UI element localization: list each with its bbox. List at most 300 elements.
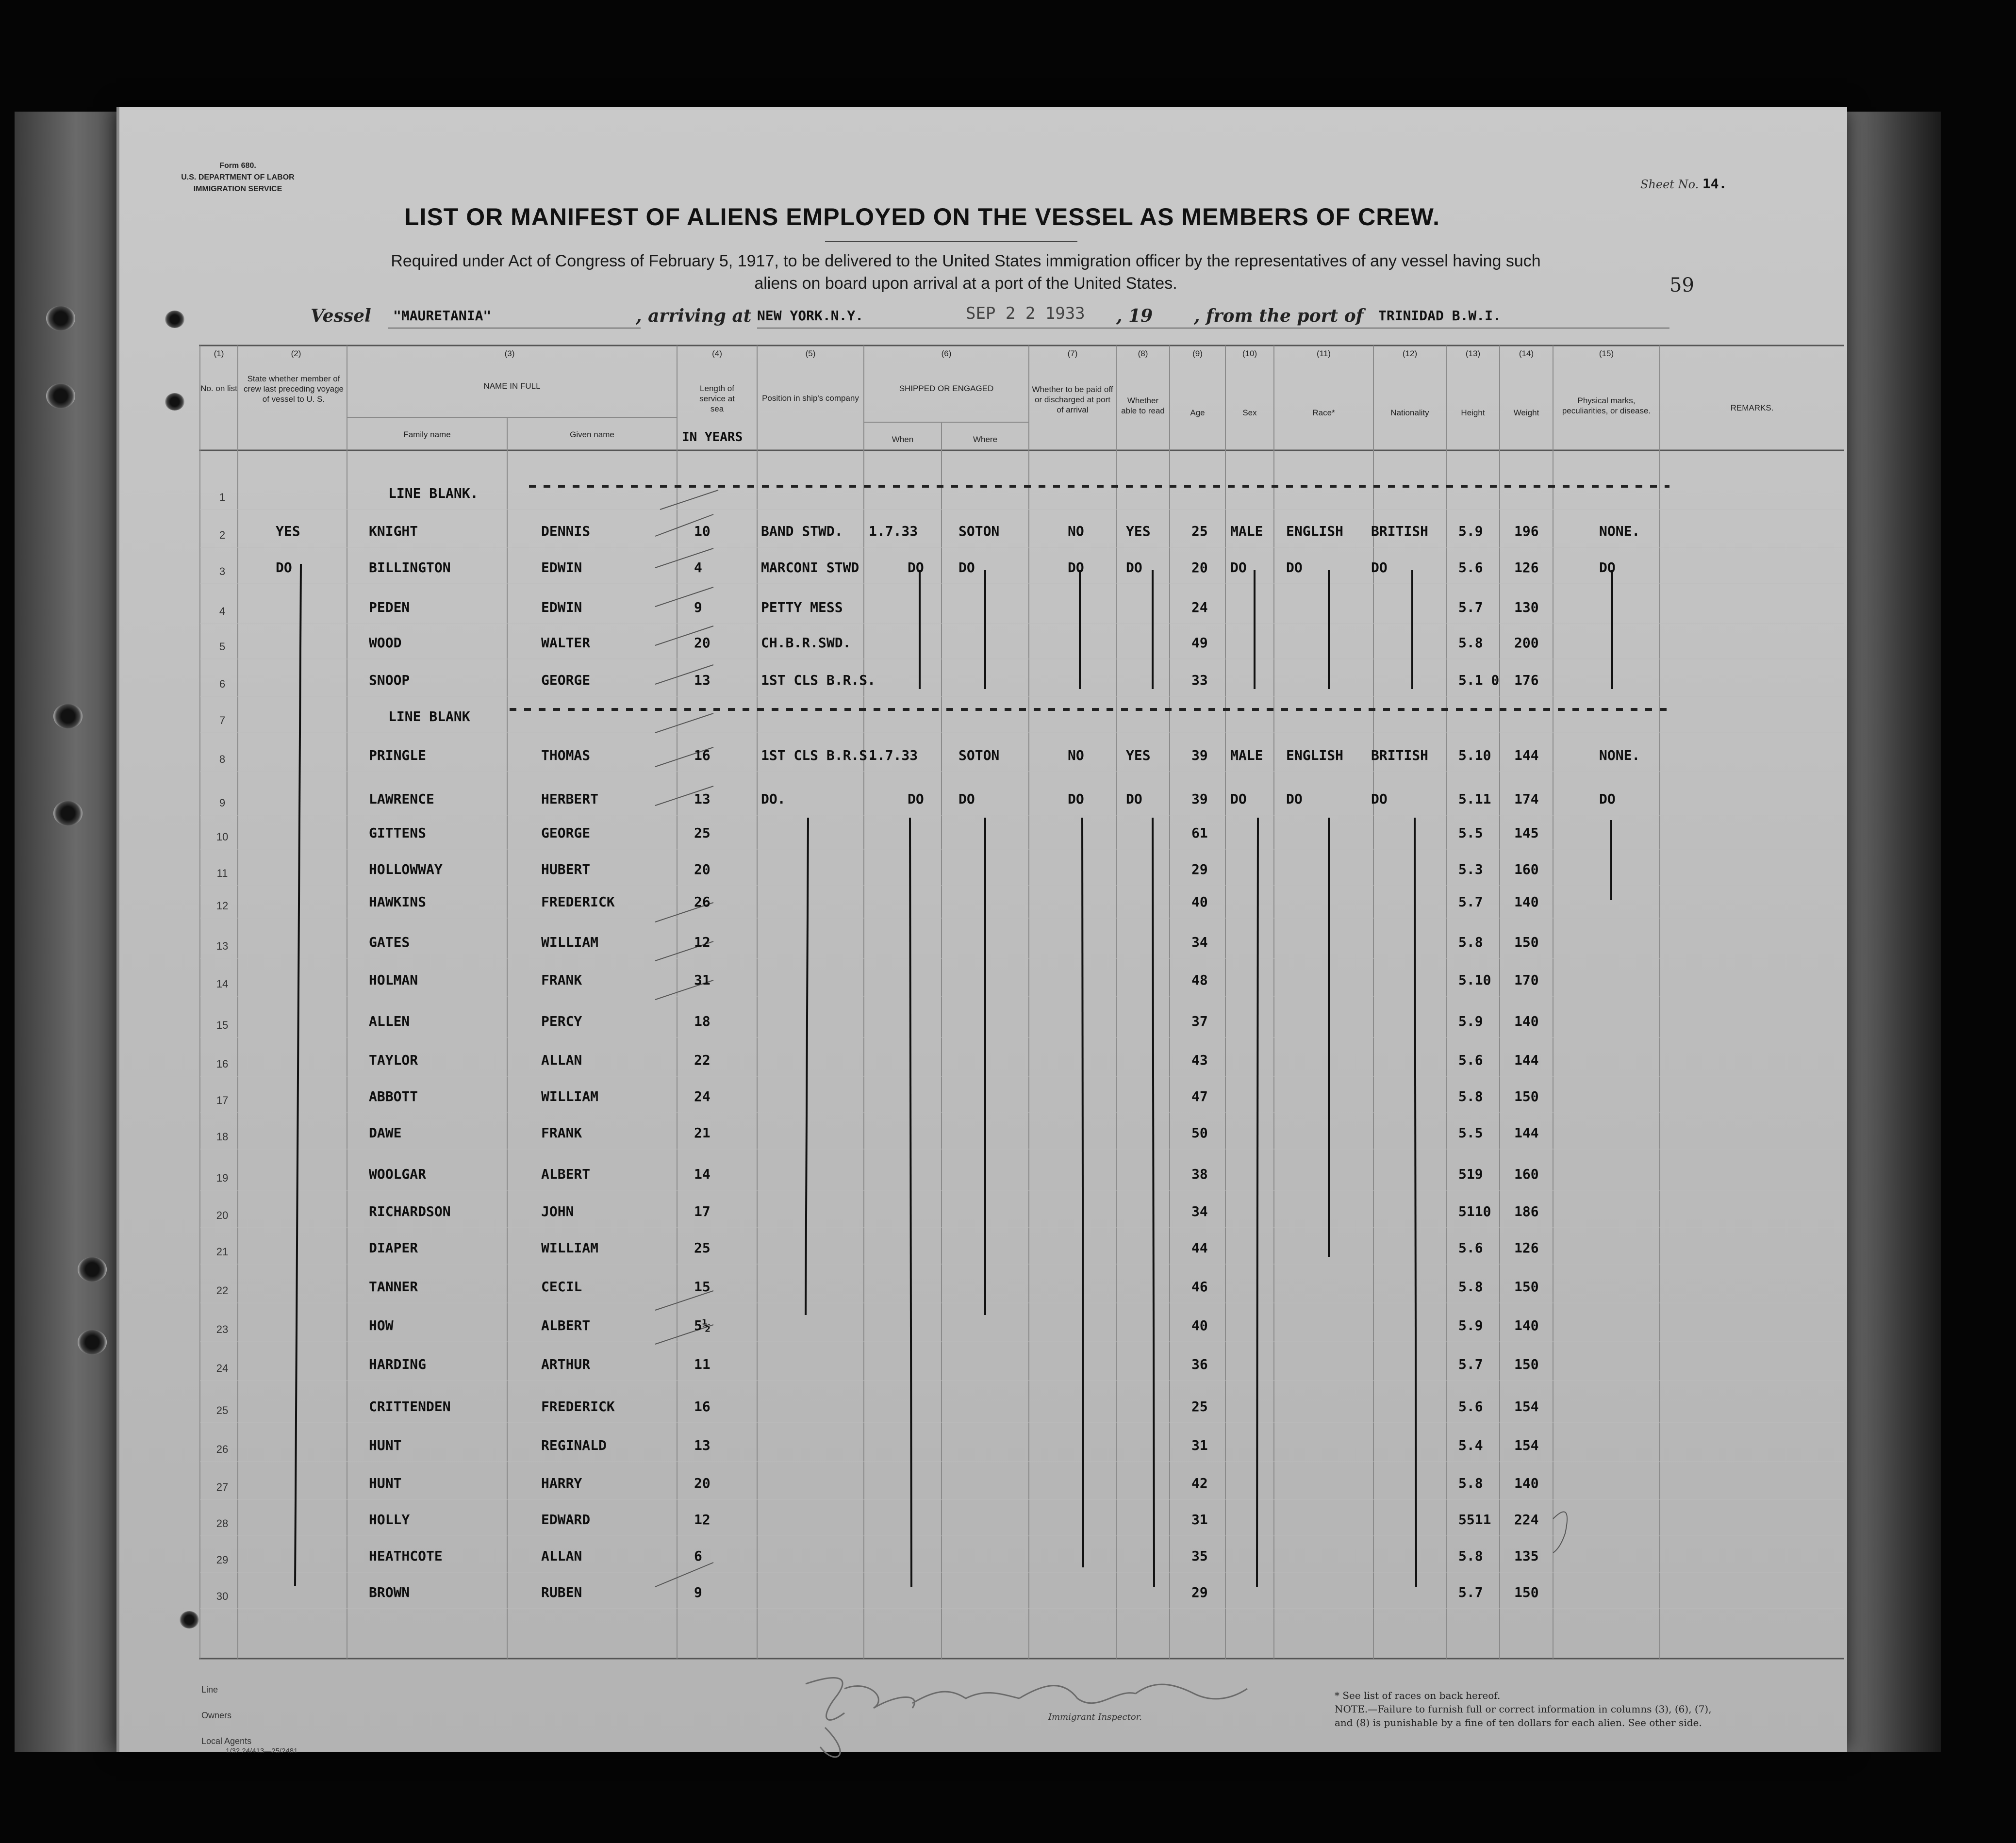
age-cell: 48 xyxy=(1191,972,1208,988)
weight-cell: 160 xyxy=(1514,1166,1539,1182)
family-name-cell: HOLMAN xyxy=(369,972,418,988)
position-cell: BAND STWD. xyxy=(761,523,843,539)
length-service-cell: 20 xyxy=(694,1475,711,1491)
sex-cell: MALE xyxy=(1230,523,1263,539)
row-number: 23 xyxy=(216,1323,229,1335)
age-cell: 40 xyxy=(1191,1317,1208,1333)
height-cell: 5.8 xyxy=(1458,635,1483,651)
given-name-cell: PERCY xyxy=(541,1013,582,1029)
weight-cell: 176 xyxy=(1514,672,1539,688)
inspector-label: Immigrant Inspector. xyxy=(1048,1712,1142,1722)
age-cell: 36 xyxy=(1191,1356,1208,1372)
family-name-cell: DAWE xyxy=(369,1125,402,1141)
family-name-cell: LINE BLANK. xyxy=(388,485,479,501)
length-service-cell: 16 xyxy=(694,747,711,763)
weight-cell: 170 xyxy=(1514,972,1539,988)
given-name-cell: EDWIN xyxy=(541,559,582,576)
row-number: 6 xyxy=(219,678,226,690)
row-number: 5 xyxy=(219,641,226,653)
row-number: 24 xyxy=(216,1362,229,1374)
age-cell: 39 xyxy=(1191,747,1208,763)
col4-number: (4) xyxy=(712,349,722,358)
weight-cell: 224 xyxy=(1514,1512,1539,1528)
given-name-cell: FREDERICK xyxy=(541,894,615,910)
shipped-when-cell: 1.7.33 xyxy=(869,747,918,763)
family-name-cell: HOLLY xyxy=(369,1512,410,1528)
header-in-years: IN YEARS xyxy=(682,430,743,444)
col3-number: (3) xyxy=(504,349,515,358)
age-cell: 20 xyxy=(1191,559,1208,576)
height-cell: 5.6 xyxy=(1458,1052,1483,1068)
physical-marks-cell: NONE. xyxy=(1599,747,1640,763)
weight-cell: 196 xyxy=(1514,523,1539,539)
height-cell: 5.9 xyxy=(1458,523,1483,539)
age-cell: 50 xyxy=(1191,1125,1208,1141)
family-name-cell: CRITTENDEN xyxy=(369,1399,451,1415)
row-number: 14 xyxy=(216,978,229,990)
weight-cell: 160 xyxy=(1514,861,1539,877)
length-service-cell: 9 xyxy=(694,599,702,615)
weight-cell: 145 xyxy=(1514,825,1539,841)
header-paid-off: Whether to be paid off or discharged at port of arrival xyxy=(1032,385,1113,414)
col12-number: (12) xyxy=(1402,349,1418,358)
length-service-cell: 22 xyxy=(694,1052,711,1068)
weight-cell: 150 xyxy=(1514,1279,1539,1295)
shipped-where-cell: DO xyxy=(958,791,975,807)
paid-off-cell: NO xyxy=(1068,747,1084,763)
length-service-cell: 13 xyxy=(694,672,711,688)
sheet-number-label: Sheet No. xyxy=(1640,178,1699,191)
header-age: Age xyxy=(1190,408,1205,417)
weight-cell: 150 xyxy=(1514,1088,1539,1104)
paid-off-cell: NO xyxy=(1068,523,1084,539)
page-subtitle xyxy=(272,250,1660,295)
row-number: 15 xyxy=(216,1019,229,1031)
weight-cell: 126 xyxy=(1514,1240,1539,1256)
crew-voyage-cell: DO xyxy=(276,559,292,576)
header-family-name: Family name xyxy=(403,430,451,439)
col9-number: (9) xyxy=(1192,349,1203,358)
binder-hole xyxy=(78,1257,107,1282)
punch-hole xyxy=(165,311,184,328)
given-name-cell: DENNIS xyxy=(541,523,591,539)
col5-number: (5) xyxy=(805,349,816,358)
given-name-cell: ALBERT xyxy=(541,1166,591,1182)
length-service-cell: 9 xyxy=(694,1584,702,1600)
race-cell: ENGLISH xyxy=(1286,523,1344,539)
age-cell: 34 xyxy=(1191,1203,1208,1219)
family-name-cell: SNOOP xyxy=(369,672,410,688)
able-read-cell: DO xyxy=(1126,791,1142,807)
length-service-cell: 4 xyxy=(694,559,702,576)
age-cell: 42 xyxy=(1191,1475,1208,1491)
weight-cell: 200 xyxy=(1514,635,1539,651)
row-number: 4 xyxy=(219,605,226,617)
col14-number: (14) xyxy=(1519,349,1534,358)
row-number: 16 xyxy=(216,1058,229,1070)
header-when: When xyxy=(892,435,914,444)
age-cell: 44 xyxy=(1191,1240,1208,1256)
height-cell: 5511 xyxy=(1458,1512,1491,1528)
height-cell: 519 xyxy=(1458,1166,1483,1182)
length-service-cell: 10 xyxy=(694,523,711,539)
row-number: 27 xyxy=(216,1481,229,1493)
row-number: 12 xyxy=(216,900,229,912)
length-service-cell: 31 xyxy=(694,972,711,988)
age-cell: 47 xyxy=(1191,1088,1208,1104)
length-service-cell: 16 xyxy=(694,1399,711,1415)
length-service-cell: 12 xyxy=(694,1512,711,1528)
given-name-cell: ALBERT xyxy=(541,1317,591,1333)
header-sex: Sex xyxy=(1242,408,1257,417)
binder-hole xyxy=(53,704,83,729)
length-service-cell: 24 xyxy=(694,1088,711,1104)
given-name-cell: RUBEN xyxy=(541,1584,582,1600)
family-name-cell: TAYLOR xyxy=(369,1052,418,1068)
age-cell: 39 xyxy=(1191,791,1208,807)
weight-cell: 150 xyxy=(1514,934,1539,950)
length-service-cell: 5½ xyxy=(694,1317,711,1333)
given-name-cell: ALLAN xyxy=(541,1548,582,1564)
header-race: Race* xyxy=(1312,408,1335,417)
height-cell: 5.8 xyxy=(1458,1475,1483,1491)
length-service-cell: 26 xyxy=(694,894,711,910)
given-name-cell: EDWIN xyxy=(541,599,582,615)
given-name-cell: ALLAN xyxy=(541,1052,582,1068)
able-read-cell: YES xyxy=(1126,523,1151,539)
given-name-cell: JOHN xyxy=(541,1203,574,1219)
row-number: 29 xyxy=(216,1554,229,1566)
shipped-when-cell: DO xyxy=(908,791,924,807)
length-service-cell: 21 xyxy=(694,1125,711,1141)
row-number: 10 xyxy=(216,831,229,843)
given-name-cell: HUBERT xyxy=(541,861,591,877)
physical-marks-cell: NONE. xyxy=(1599,523,1640,539)
row-number: 17 xyxy=(216,1094,229,1106)
age-cell: 38 xyxy=(1191,1166,1208,1182)
port-underline xyxy=(1378,328,1669,329)
row-number: 7 xyxy=(219,714,226,726)
height-cell: 5.8 xyxy=(1458,1279,1483,1295)
family-name-cell: TANNER xyxy=(369,1279,418,1295)
given-name-cell: REGINALD xyxy=(541,1437,607,1453)
length-service-cell: 13 xyxy=(694,1437,711,1453)
height-cell: 5.6 xyxy=(1458,559,1483,576)
row-number: 3 xyxy=(219,565,226,577)
length-service-cell: 20 xyxy=(694,861,711,877)
age-cell: 34 xyxy=(1191,934,1208,950)
col11-number: (11) xyxy=(1317,349,1331,358)
height-cell: 5.6 xyxy=(1458,1240,1483,1256)
header-length-service: Length of service at sea xyxy=(699,384,735,413)
row-number: 21 xyxy=(216,1246,229,1258)
col10-number: (10) xyxy=(1242,349,1257,358)
header-no-on-list: No. on list xyxy=(200,384,237,393)
height-cell: 5.3 xyxy=(1458,861,1483,877)
given-name-cell: CECIL xyxy=(541,1279,582,1295)
weight-cell: 144 xyxy=(1514,747,1539,763)
row-number: 1 xyxy=(219,491,226,503)
age-cell: 61 xyxy=(1191,825,1208,841)
given-name-cell: HARRY xyxy=(541,1475,582,1491)
row-number: 26 xyxy=(216,1443,229,1455)
race-cell: DO xyxy=(1286,791,1303,807)
shipped-when-cell: DO xyxy=(908,559,924,576)
age-cell: 40 xyxy=(1191,894,1208,910)
weight-cell: 154 xyxy=(1514,1437,1539,1453)
given-name-cell: EDWARD xyxy=(541,1512,591,1528)
header-given-name: Given name xyxy=(570,430,614,439)
header-able-read: Whether able to read xyxy=(1121,396,1165,415)
subtitle-line-1: Required under Act of Congress of February 5, 1917, to be delivered to the United States immigration officer by the representatives of any vessel having such xyxy=(391,252,1541,270)
age-cell: 31 xyxy=(1191,1512,1208,1528)
position-cell: 1ST CLS B.R.S. xyxy=(761,747,876,763)
nationality-cell: BRITISH xyxy=(1371,747,1429,763)
height-cell: 5.9 xyxy=(1458,1317,1483,1333)
footer-note-races: * See list of races on back hereof. xyxy=(1335,1690,1501,1701)
weight-cell: 144 xyxy=(1514,1052,1539,1068)
family-name-cell: LINE BLANK xyxy=(388,708,470,724)
physical-marks-cell: DO xyxy=(1599,791,1616,807)
weight-cell: 140 xyxy=(1514,894,1539,910)
sex-cell: MALE xyxy=(1230,747,1263,763)
weight-cell: 140 xyxy=(1514,1317,1539,1333)
family-name-cell: HARDING xyxy=(369,1356,427,1372)
weight-cell: 186 xyxy=(1514,1203,1539,1219)
row-number: 18 xyxy=(216,1131,229,1143)
weight-cell: 130 xyxy=(1514,599,1539,615)
age-cell: 31 xyxy=(1191,1437,1208,1453)
age-cell: 35 xyxy=(1191,1548,1208,1564)
age-cell: 46 xyxy=(1191,1279,1208,1295)
arriving-port: NEW YORK.N.Y. xyxy=(757,308,864,324)
weight-cell: 150 xyxy=(1514,1584,1539,1600)
family-name-cell: BROWN xyxy=(369,1584,410,1600)
family-name-cell: RICHARDSON xyxy=(369,1203,451,1219)
given-name-cell: ARTHUR xyxy=(541,1356,591,1372)
height-cell: 5.10 xyxy=(1458,747,1491,763)
weight-cell: 140 xyxy=(1514,1013,1539,1029)
col6-number: (6) xyxy=(941,349,952,358)
page-number: 59 xyxy=(1669,274,1694,296)
sex-cell: DO xyxy=(1230,559,1247,576)
form-number: Form 680. xyxy=(219,162,256,170)
weight-cell: 140 xyxy=(1514,1475,1539,1491)
date-stamp: SEP 2 2 1933 xyxy=(966,304,1085,323)
from-port: TRINIDAD B.W.I. xyxy=(1378,308,1501,324)
header-position: Position in ship's company xyxy=(762,394,859,403)
header-weight: Weight xyxy=(1513,408,1539,417)
length-service-cell: 20 xyxy=(694,635,711,651)
age-cell: 29 xyxy=(1191,861,1208,877)
length-service-cell: 18 xyxy=(694,1013,711,1029)
given-name-cell: WALTER xyxy=(541,635,591,651)
position-cell: DO. xyxy=(761,791,786,807)
header-where: Where xyxy=(973,435,998,444)
age-cell: 43 xyxy=(1191,1052,1208,1068)
page-title: LIST OR MANIFEST OF ALIENS EMPLOYED ON THE VESSEL AS MEMBERS OF CREW. xyxy=(404,203,1440,230)
nationality-cell: DO xyxy=(1371,791,1388,807)
given-name-cell: THOMAS xyxy=(541,747,591,763)
binder-spine xyxy=(15,112,116,1752)
shipped-where-cell: SOTON xyxy=(958,523,1000,539)
given-name-cell: GEORGE xyxy=(541,825,591,841)
weight-cell: 150 xyxy=(1514,1356,1539,1372)
col8-number: (8) xyxy=(1138,349,1148,358)
row-number: 28 xyxy=(216,1517,229,1530)
row-number: 25 xyxy=(216,1404,229,1416)
weight-cell: 154 xyxy=(1514,1399,1539,1415)
height-cell: 5.5 xyxy=(1458,825,1483,841)
row-number: 22 xyxy=(216,1284,229,1297)
height-cell: 5.7 xyxy=(1458,894,1483,910)
age-cell: 49 xyxy=(1191,635,1208,651)
height-cell: 5.8 xyxy=(1458,934,1483,950)
family-name-cell: ABBOTT xyxy=(369,1088,418,1104)
family-name-cell: HAWKINS xyxy=(369,894,427,910)
footer-local-agents-label: Local Agents xyxy=(201,1736,252,1746)
height-cell: 5.8 xyxy=(1458,1088,1483,1104)
height-cell: 5.9 xyxy=(1458,1013,1483,1029)
age-cell: 33 xyxy=(1191,672,1208,688)
family-name-cell: ALLEN xyxy=(369,1013,410,1029)
length-service-cell: 25 xyxy=(694,1240,711,1256)
vessel-label: Vessel xyxy=(311,306,371,326)
row-number: 2 xyxy=(219,529,226,541)
length-service-cell: 25 xyxy=(694,825,711,841)
height-cell: 5.7 xyxy=(1458,599,1483,615)
family-name-cell: DIAPER xyxy=(369,1240,418,1256)
binder-hole xyxy=(78,1330,107,1355)
length-service-cell: 14 xyxy=(694,1166,711,1182)
service-name: IMMIGRATION SERVICE xyxy=(193,185,282,193)
nationality-cell: DO xyxy=(1371,559,1388,576)
footer-print-code: 1/32 24/413—25/2481 xyxy=(226,1747,298,1755)
height-cell: 5.1 0 xyxy=(1458,672,1500,688)
footer-owners-label: Owners xyxy=(201,1711,232,1720)
punch-hole xyxy=(165,393,184,411)
physical-marks-cell: DO xyxy=(1599,559,1616,576)
family-name-cell: GITTENS xyxy=(369,825,427,841)
length-service-cell: 11 xyxy=(694,1356,711,1372)
age-cell: 25 xyxy=(1191,523,1208,539)
family-name-cell: KNIGHT xyxy=(369,523,418,539)
sheet-number xyxy=(1640,176,1727,192)
given-name-cell: WILLIAM xyxy=(541,1240,599,1256)
row-number: 9 xyxy=(219,797,226,809)
vessel-name: "MAURETANIA" xyxy=(393,308,492,324)
family-name-cell: HUNT xyxy=(369,1437,402,1453)
given-name-cell: GEORGE xyxy=(541,672,591,688)
height-cell: 5110 xyxy=(1458,1203,1491,1219)
family-name-cell: HOW xyxy=(369,1317,394,1333)
col1-number: (1) xyxy=(214,349,224,358)
position-cell: PETTY MESS xyxy=(761,599,843,615)
row-number: 13 xyxy=(216,940,229,952)
col15-number: (15) xyxy=(1599,349,1614,358)
weight-cell: 174 xyxy=(1514,791,1539,807)
punch-hole xyxy=(180,1611,199,1629)
family-name-cell: HUNT xyxy=(369,1475,402,1491)
binder-hole xyxy=(46,383,75,409)
year-label: , 19 xyxy=(1116,306,1153,326)
col7-number: (7) xyxy=(1067,349,1078,358)
given-name-cell: FREDERICK xyxy=(541,1399,615,1415)
given-name-cell: HERBERT xyxy=(541,791,599,807)
from-port-label: , from the port of xyxy=(1194,306,1364,326)
age-cell: 37 xyxy=(1191,1013,1208,1029)
family-name-cell: WOOD xyxy=(369,635,402,651)
paid-off-cell: DO xyxy=(1068,791,1084,807)
length-service-cell: 12 xyxy=(694,934,711,950)
header-state-whether: State whether member of crew last preceding voyage of vessel to U. S. xyxy=(243,374,344,404)
length-service-cell: 13 xyxy=(694,791,711,807)
col13-number: (13) xyxy=(1465,349,1481,358)
family-name-cell: HOLLOWWAY xyxy=(369,861,443,877)
shipped-when-cell: 1.7.33 xyxy=(869,523,918,539)
footer-line-label: Line xyxy=(201,1685,218,1695)
height-cell: 5.7 xyxy=(1458,1584,1483,1600)
row-number: 30 xyxy=(216,1590,229,1602)
header-name-in-full: NAME IN FULL xyxy=(483,381,541,391)
shipped-where-cell: DO xyxy=(958,559,975,576)
height-cell: 5.10 xyxy=(1458,972,1491,988)
given-name-cell: FRANK xyxy=(541,1125,582,1141)
able-read-cell: DO xyxy=(1126,559,1142,576)
family-name-cell: PEDEN xyxy=(369,599,410,615)
row-number: 19 xyxy=(216,1172,229,1184)
shipped-where-cell: SOTON xyxy=(958,747,1000,763)
position-cell: CH.B.R.SWD. xyxy=(761,635,851,651)
footer-notes xyxy=(1335,1689,1723,1729)
length-service-cell: 17 xyxy=(694,1203,711,1219)
header-physical-marks: Physical marks, peculiarities, or disease. xyxy=(1562,396,1651,415)
age-cell: 24 xyxy=(1191,599,1208,615)
position-cell: MARCONI STWD xyxy=(761,559,859,576)
form-identifier xyxy=(160,160,315,195)
row-number: 8 xyxy=(219,753,226,765)
family-name-cell: LAWRENCE xyxy=(369,791,434,807)
binder-hole xyxy=(46,306,75,331)
nationality-cell: BRITISH xyxy=(1371,523,1429,539)
header-remarks: REMARKS. xyxy=(1730,403,1774,412)
family-name-cell: HEATHCOTE xyxy=(369,1548,443,1564)
row-number: 20 xyxy=(216,1209,229,1221)
header-shipped-engaged: SHIPPED OR ENGAGED xyxy=(899,384,994,393)
height-cell: 5.8 xyxy=(1458,1548,1483,1564)
height-cell: 5.11 xyxy=(1458,791,1491,807)
height-cell: 5.4 xyxy=(1458,1437,1483,1453)
able-read-cell: YES xyxy=(1126,747,1151,763)
header-nationality: Nationality xyxy=(1390,408,1429,417)
family-name-cell: GATES xyxy=(369,934,410,950)
title-rule xyxy=(825,241,1077,242)
given-name-cell: WILLIAM xyxy=(541,1088,599,1104)
position-cell: 1ST CLS B.R.S. xyxy=(761,672,876,688)
race-cell: ENGLISH xyxy=(1286,747,1344,763)
department-name: U.S. DEPARTMENT OF LABOR xyxy=(181,173,295,181)
row-number: 11 xyxy=(216,867,228,879)
arriving-underline xyxy=(757,328,1407,329)
given-name-cell: FRANK xyxy=(541,972,582,988)
subtitle-line-2: aliens on board upon arrival at a port of the United States. xyxy=(754,274,1177,293)
length-service-cell: 15 xyxy=(694,1279,711,1295)
family-name-cell: PRINGLE xyxy=(369,747,427,763)
weight-cell: 144 xyxy=(1514,1125,1539,1141)
crew-voyage-cell: YES xyxy=(276,523,300,539)
arriving-label: , arriving at xyxy=(636,306,752,326)
family-name-cell: BILLINGTON xyxy=(369,559,451,576)
